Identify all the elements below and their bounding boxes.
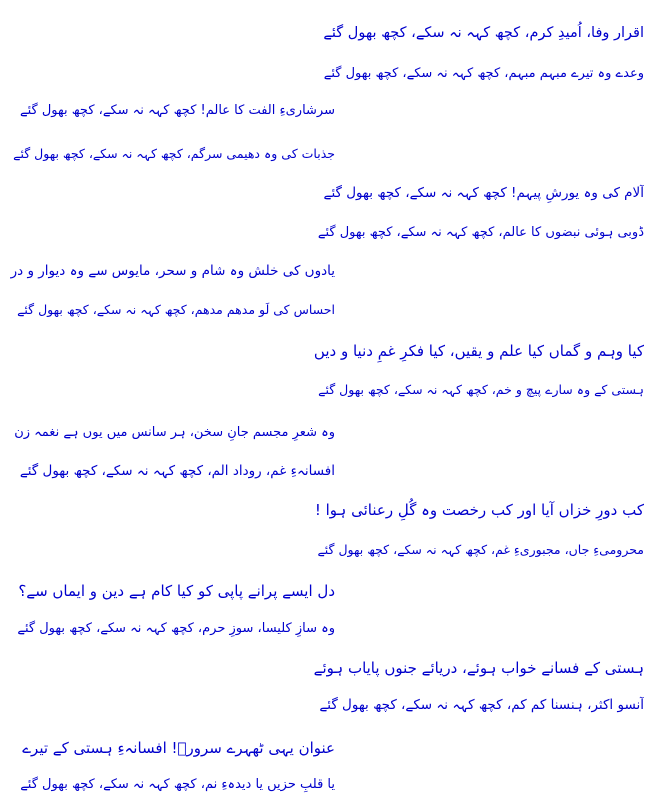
verse-line: ہستی کے فسانے خواب ہوئے، دریائے جنوں پایاب ہوئے (314, 659, 644, 677)
verse-line: آلام کی وہ یورشِ پیہم! کچھ کہہ نہ سکے، کچھ بھول گئے (323, 185, 644, 201)
verse-line: یادوں کی خلش وہ شام و سحر، مایوس سے وہ دیوار و در (10, 263, 335, 279)
verse-line: اقرار وفا، اُمیدِ کرم، کچھ کہہ نہ سکے، کچھ بھول گئے (323, 25, 644, 41)
verse-line: وعدے وہ تیرے مبہم مبہم، کچھ کہہ نہ سکے، کچھ بھول گئے (323, 66, 644, 81)
verse-line: کیا وہم و گماں کیا علم و یقیں، کیا فکرِ غمِ دنیا و دیں (314, 342, 644, 360)
verse-line: ڈوبی ہوئی نبضوں کا عالم، کچھ کہہ نہ سکے، کچھ بھول گئے (317, 225, 644, 240)
verse-line: دل ایسے پرانے پاپی کو کیا کام ہے دین و ایماں سے؟ (18, 582, 335, 600)
verse-line: عنوان یہی ٹھہرے سرورؔ! افسانہءِ ہستی کے تیرے (22, 739, 335, 757)
verse-line: وہ سازِ کلیسا، سوزِ حرم، کچھ کہہ نہ سکے، کچھ بھول گئے (17, 621, 335, 636)
verse-line: کب دورِ خزاں آیا اور کب رخصت وہ گُلِ رعنائی ہوا ! (314, 501, 644, 519)
verse-line: جذبات کی وہ دھیمی سرگم، کچھ کہہ نہ سکے، کچھ بھول گئے (13, 146, 335, 161)
verse-line: محرومیءِ جاں، مجبوریءِ غم، کچھ کہہ نہ سکے، کچھ بھول گئے (317, 542, 644, 557)
verse-line: یا قلبِ حزیں یا دیدہءِ نم، کچھ کہہ نہ سکے، کچھ بھول گئے (20, 777, 335, 792)
verse-line: احساس کی لَو مدھم مدھم، کچھ کہہ نہ سکے، کچھ بھول گئے (17, 302, 335, 317)
verse-line: وہ شعرِ مجسم جانِ سخن، ہر سانس میں یوں ہے نغمہ زن (14, 425, 335, 440)
verse-line: سرشاریءِ الفت کا عالم! کچھ کہہ نہ سکے، کچھ بھول گئے (19, 103, 335, 118)
verse-line: افسانہءِ غم، روداد الم، کچھ کہہ نہ سکے، کچھ بھول گئے (19, 463, 335, 479)
verse-line: آنسو اکثر، ہنسنا کم کم، کچھ کہہ نہ سکے، کچھ بھول گئے (319, 697, 644, 713)
verse-line: ہستی کے وہ سارے پیچ و خم، کچھ کہہ نہ سکے، کچھ بھول گئے (318, 382, 644, 397)
